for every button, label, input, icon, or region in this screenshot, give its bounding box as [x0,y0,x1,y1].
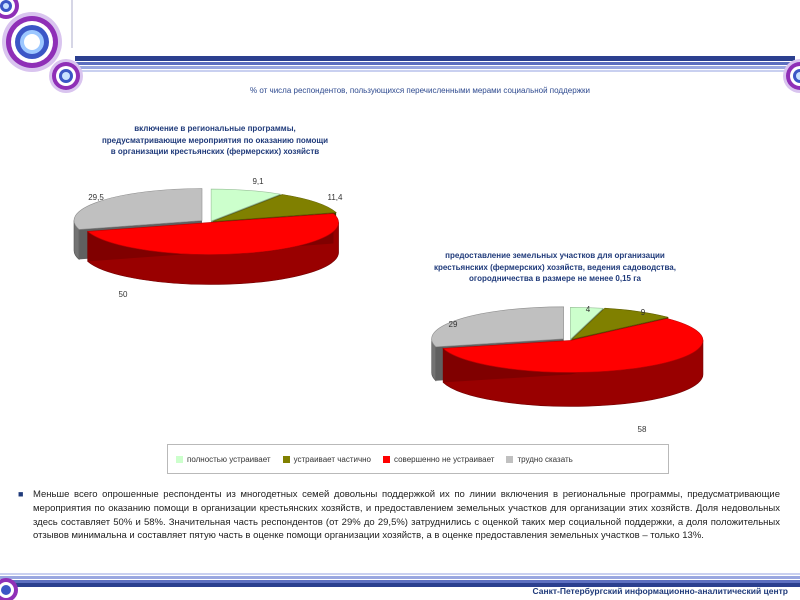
header-divider [71,0,73,48]
footer-band-pale [0,573,800,575]
legend-swatch [176,456,183,463]
legend-item-hard-to-say [506,455,572,464]
chart2-title [405,250,705,285]
data-label-hard-to-say: 29,5 [88,193,104,202]
legend-swatch [506,456,513,463]
data-label-not-at-all: 50 [118,290,128,299]
data-label-partly: 11,4 [327,193,343,202]
data-label-hard-to-say: 29 [448,320,458,329]
header-band-mid [75,62,795,65]
data-label-fully: 9,1 [252,177,264,186]
footer-organization: Санкт-Петербургский информационно-аналитический центр [532,586,788,596]
header-band-light [75,66,795,69]
circle-small-icon [0,0,19,19]
legend-label: полностью устраивает [187,454,271,464]
legend-label: совершенно не устраивает [394,454,495,464]
chart1-title-line: предусматривающие мероприятия по оказанию помощи [101,135,329,145]
pie-chart-2 [405,298,725,438]
circle-header-left-icon [49,59,83,93]
pie-chart-1 [60,170,370,310]
summary-paragraph: Меньше всего опрошенные респонденты из многодетных семей довольны поддержкой их по линии включения в региональные программы, предусматривающие мероприятия по оказанию помощи в организации крестьянских хозяйств, и предоставлением земельных участков для организации этих хозяйств. Доля недовольных здесь составляет 50% и 58%. Значительная часть респондентов (от 29% до 29,5%) затруднились с оценкой таких мер социальной поддержки, а доля положительных отзывов минимальна и составляет пятую часть в оценке помощи организации хозяйств, а в оценке предоставления земельных участков – только 13%. [33,489,780,542]
header-caption: % от числа респондентов, пользующихся перечисленными мерами социальной поддержки [250,86,590,95]
legend-item-partly [283,455,371,464]
legend-swatch [283,456,290,463]
data-label-partly: 9 [640,308,646,317]
chart1-title-line: в организации крестьянских (фермерских) хозяйств [110,147,320,157]
legend-label: устраивает частично [293,454,371,464]
data-label-fully: 4 [585,305,591,314]
legend-item-fully [176,455,271,464]
legend-label: трудно сказать [517,454,573,464]
legend-swatch [383,456,390,463]
chart-legend [167,444,669,474]
data-label-not-at-all: 58 [637,425,647,434]
chart2-title-line: огородничества в размере не менее 0,15 га [468,274,641,284]
circle-big-icon [2,12,62,72]
chart2-title-line: предоставление земельных участков для организации [445,251,665,260]
footer-band-mid [0,580,800,583]
footer-band-light [0,576,800,579]
header-band-dark [75,56,795,61]
chart1-title [65,123,365,158]
chart1-title-line: включение в региональные программы, [134,124,296,133]
header-band-pale [75,70,795,72]
chart2-title-line: крестьянских (фермерских) хозяйств, ведения садоводства, [434,262,676,272]
bullet-icon: ■ [18,489,24,499]
legend-item-not-at-all [383,455,494,464]
